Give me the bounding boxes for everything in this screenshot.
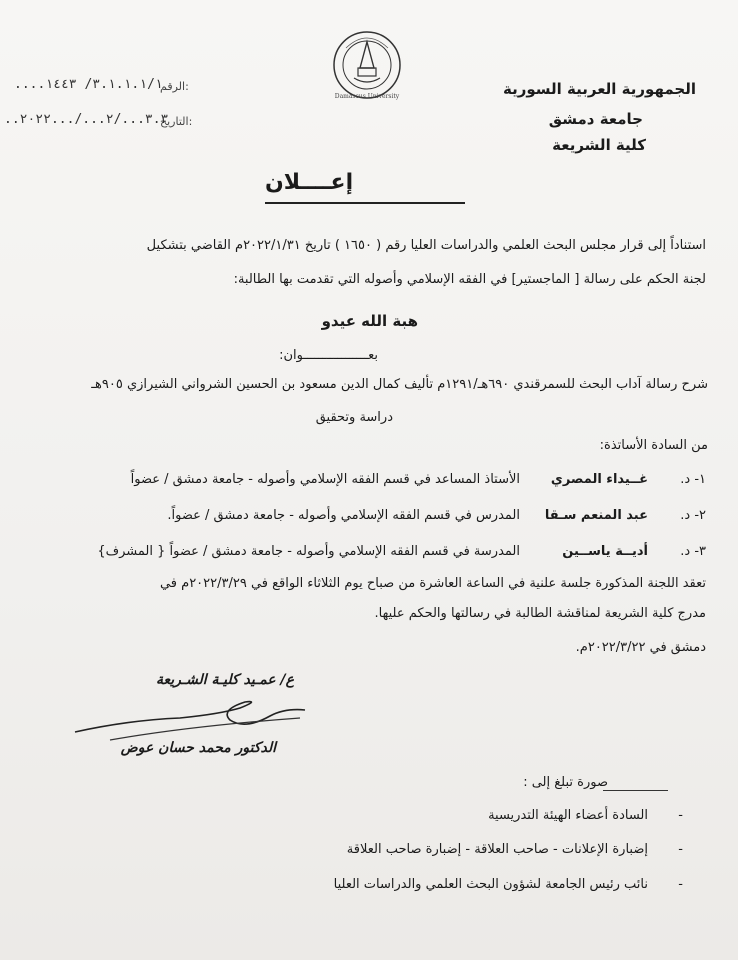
copies-item: نائب رئيس الجامعة لشؤون البحث العلمي والدراسات العليا [333,877,648,892]
date-label: التاريخ: [160,115,193,128]
university-logo [328,28,406,102]
committee-member-desc: المدرسة في قسم الفقه الإسلامي وأصوله - جامعة دمشق / عضواً { المشرف} [97,544,520,559]
copies-item: إضبارة الإعلانات - صاحب العلاقة - إضبارة صاحب العلاقة [346,842,648,857]
faculty-name: كلية الشريعة [552,136,646,154]
university-name: جامعة دمشق [548,110,643,128]
copies-heading: صورة تبلغ إلى : [523,775,608,790]
committee-member-number: ٣- د. [680,544,706,559]
committee-member-number: ٢- د. [680,508,706,523]
session-line-2: مدرج كلية الشريعة لمناقشة الطالبة في رسالتها والحكم عليها. [374,606,706,621]
ref-value: ....٣.١.١.١/١/ ١٤٤٣ [14,77,163,92]
title-underline [265,202,465,204]
signatory-name: الدكتور محمد حسان عوض [120,740,276,756]
thesis-title-line-2: دراسة وتحقيق [315,410,393,425]
logo-caption: Damascus University [334,93,400,100]
copies-item-dash: - [678,877,683,892]
copies-item-dash: - [678,842,683,857]
committee-member-name: أديــة ياســين [562,544,648,559]
thesis-label: بعـــــــــــــــــوان: [279,348,378,363]
place-date: دمشق في ٢٠٢٢/٣/٢٢م. [575,640,706,655]
intro-line-1: استناداً إلى قرار مجلس البحث العلمي والدراسات العليا رقم ( ١٦٥٠ ) تاريخ ٢٠٢٢/١/٣١م القاضي بتشكيل [146,238,706,253]
committee-member-desc: المدرس في قسم الفقه الإسلامي وأصوله - جامعة دمشق / عضواً. [167,508,520,523]
session-line-1: تعقد اللجنة المذكورة جلسة علنية في الساعة العاشرة من صباح يوم الثلاثاء الواقع في ٢٠٢٢/٣/٢٩م في [159,576,706,591]
announcement-title: إعــــلان [265,170,354,195]
committee-member-number: ١- د. [680,472,706,487]
signatory-title: ع/ عمـيد كليـة الشـريعة [156,672,294,688]
committee-member-desc: الأستاذ المساعد في قسم الفقه الإسلامي وأصوله - جامعة دمشق / عضواً [130,472,520,487]
copies-heading-underline [603,790,668,791]
ref-label: الرقم: [160,80,189,93]
copies-item: السادة أعضاء الهيئة التدريسية [488,808,648,823]
country-name: الجمهورية العربية السورية [503,80,696,98]
thesis-title-line-1: شرح رسالة آداب البحث للسمرقندي ٦٩٠هـ/١٢٩١م تأليف كمال الدين مسعود بن الحسين الشرواني الشيرازي ٩٠٥هـ [91,377,708,392]
committee-member-name: غــيداء المصري [550,472,648,487]
intro-line-2: لجنة الحكم على رسالة [ الماجستير] في الفقه الإسلامي وأصوله التي تقدمت بها الطالبة: [233,272,706,287]
committee-member-name: عبد المنعم سـقا [544,508,648,523]
copies-item-dash: - [678,808,683,823]
date-value: ..٣.٣.../٢.../...٢٠٢٢ [4,112,169,127]
committee-heading: من السادة الأساتذة: [599,438,708,453]
student-name: هبة الله عيدو [321,312,418,330]
